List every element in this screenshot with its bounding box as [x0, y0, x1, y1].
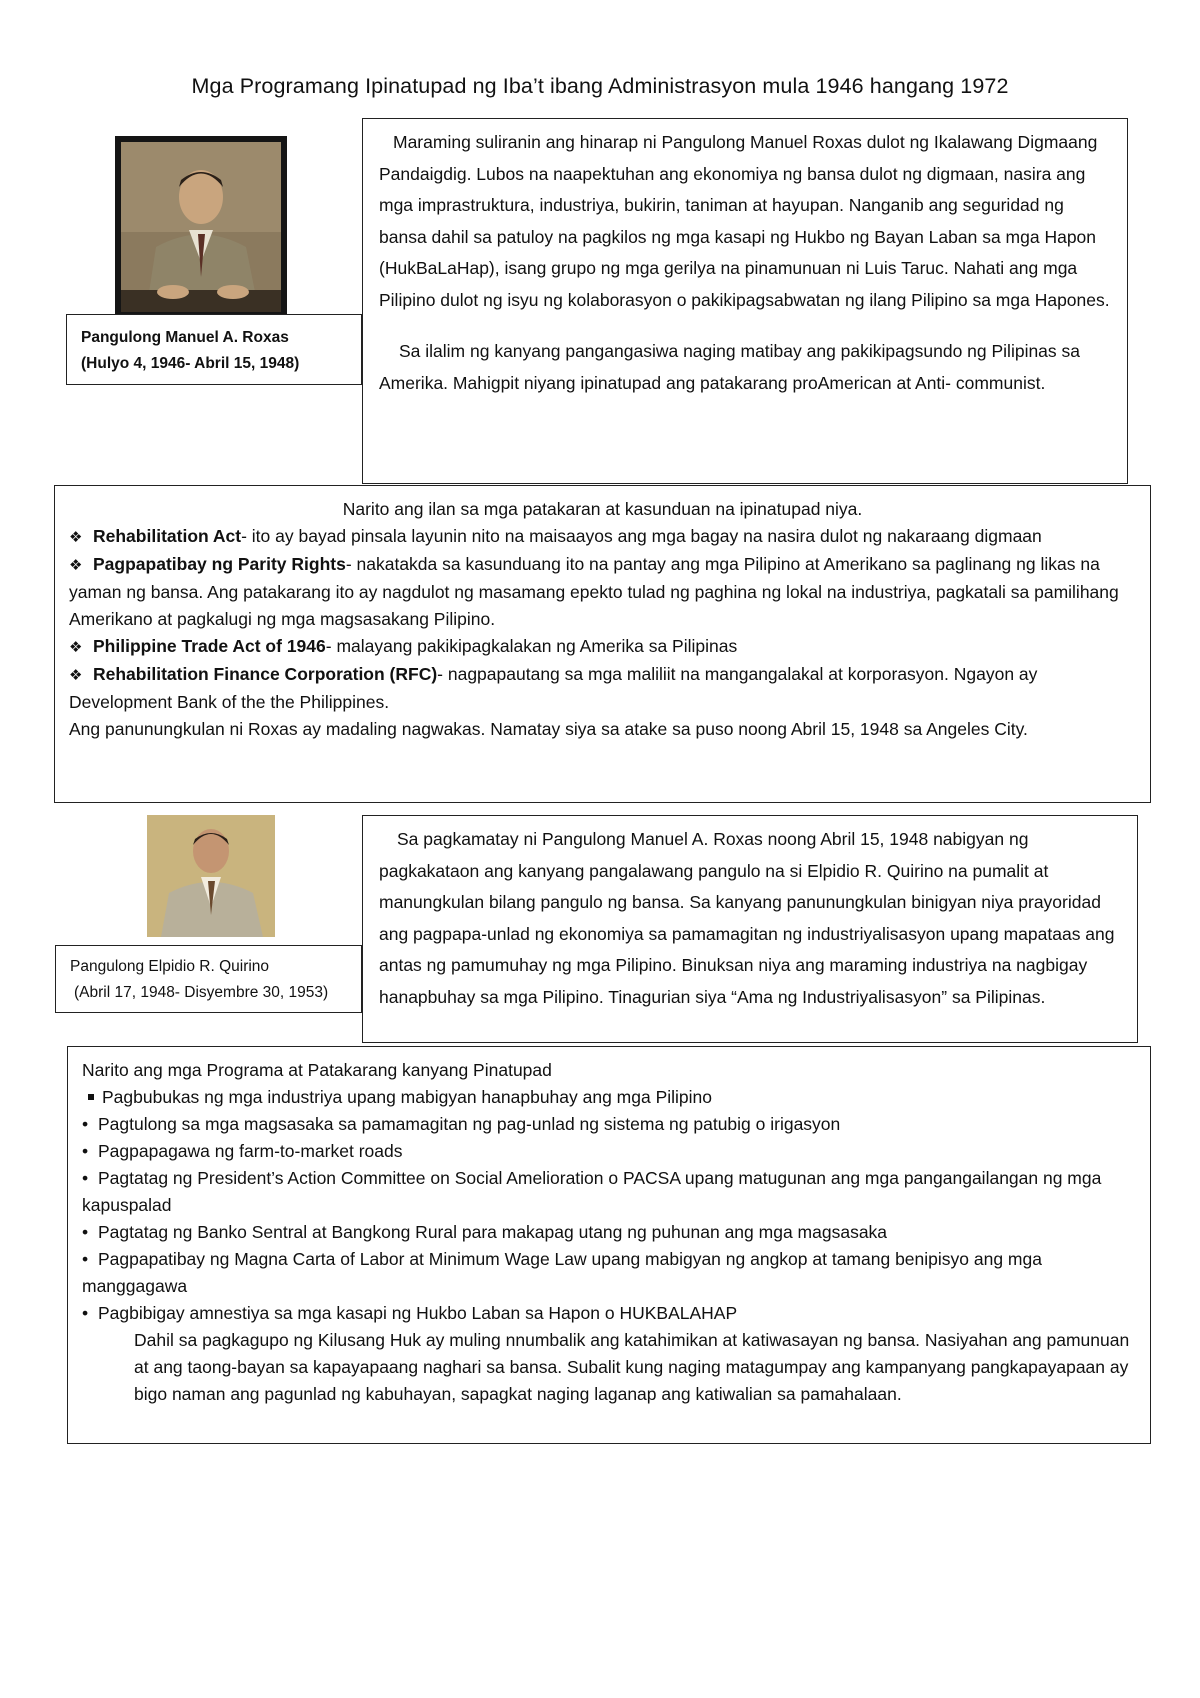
quirino-program-text: Pagpapagawa ng farm-to-market roads [98, 1141, 403, 1161]
quirino-program-text: Pagbibigay amnestiya sa mga kasapi ng Hukbo Laban sa Hapon o HUKBALAHAP [98, 1303, 738, 1323]
roxas-paragraph-1: Maraming suliranin ang hinarap ni Pangulong Manuel Roxas dulot ng Ikalawang Digmaang Pandaigdig. Lubos na naapektuhan ang ekonomiya ng bansa dulot ng digmaan, nasira ang mga imprastruktura, industriya, bukirin, taniman at hayupan. Nanganib ang seguridad ng bansa dahil sa patuloy na pagkilos ng mga kasapi ng Hukbo ng Bayan Laban sa mga Hapon (HukBaLaHap), isang grupo ng mga gerilya na pinamunuan ni Luis Taruc. Nahati ang mga Pilipino dulot ng isyu ng kolaborasyon o pakikipagsabwatan ng ilang Pilipino sa mga Hapones. [379, 132, 1110, 310]
roxas-policy-title: Rehabilitation Act [93, 526, 242, 546]
roxas-description-box [362, 118, 1128, 484]
diamond-bullet-icon: ❖ [69, 529, 83, 546]
roxas-caption-term: (Hulyo 4, 1946- Abril 15, 1948) [81, 355, 300, 372]
diamond-bullet-icon: ❖ [69, 667, 83, 684]
quirino-program-item [82, 1246, 1136, 1300]
quirino-description-box [362, 815, 1138, 1043]
quirino-caption [55, 945, 362, 1013]
roxas-photo-icon [121, 142, 281, 312]
roxas-policy-item [69, 523, 1136, 551]
square-bullet-icon [88, 1094, 94, 1100]
dot-bullet-icon: • [82, 1222, 89, 1242]
quirino-programs-box [67, 1046, 1151, 1444]
roxas-policy-item [69, 551, 1136, 633]
quirino-programs-list [82, 1084, 1136, 1327]
roxas-policies-closing: Ang panunungkulan ni Roxas ay madaling nagwakas. Namatay siya sa atake sa puso noong Abril 15, 1948 sa Angeles City. [69, 719, 1028, 739]
quirino-programs-heading: Narito ang mga Programa at Patakarang kanyang Pinatupad [82, 1060, 552, 1080]
quirino-program-item [82, 1111, 1136, 1138]
roxas-policy-text: - nagpapautang sa mga maliliit na mangangalakal at korporasyon. Ngayon ay Development Bank of the the Philippines. [69, 664, 1038, 712]
quirino-program-text: Pagbubukas ng mga industriya upang mabigyan hanapbuhay ang mga Pilipino [102, 1087, 713, 1107]
roxas-policy-text: - ito ay bayad pinsala layunin nito na maisaayos ang mga bagay na nasira dulot ng nakaraang digmaan [241, 526, 1042, 546]
dot-bullet-icon: • [82, 1168, 89, 1188]
quirino-paragraph-1: Sa pagkamatay ni Pangulong Manuel A. Roxas noong Abril 15, 1948 nabigyan ng pagkakataon ang kanyang pangalawang pangulo na si Elpidio R. Quirino na pumalit at manungkulan bilang pangulo ng bansa. Sa kanyang panunungkulan binigyan niya prayoridad ang pagpapa-unlad ng ekonomiya sa pamamagitan ng industriyalisasyon upang mapataas ang antas ng pamumuhay ng mga Pilipino. Binuksan niya ang maraming industriya na nagbigay hanapbuhay sa mga Pilipino. Tinagurian siya “Ama ng Industriyalisasyon” sa Pilipinas. [379, 829, 1115, 1007]
diamond-bullet-icon: ❖ [69, 557, 83, 574]
roxas-policies-box [54, 485, 1151, 803]
quirino-program-item [82, 1300, 1136, 1327]
quirino-program-text: Pagtatag ng President’s Action Committee on Social Amelioration o PACSA upang matugunan ang mga pangangailangan ng mga kapuspalad [82, 1168, 1102, 1215]
quirino-photo-icon [147, 815, 275, 937]
roxas-policy-title: Rehabilitation Finance Corporation (RFC) [93, 664, 438, 684]
dot-bullet-icon: • [82, 1303, 89, 1323]
roxas-policy-title: Philippine Trade Act of 1946 [93, 636, 326, 656]
quirino-program-item [82, 1219, 1136, 1246]
roxas-caption-name: Pangulong Manuel A. Roxas [81, 329, 289, 346]
quirino-caption-term: (Abril 17, 1948- Disyembre 30, 1953) [74, 984, 329, 1001]
roxas-policies-heading: Narito ang ilan sa mga patakaran at kasunduan na ipinatupad niya. [342, 499, 863, 519]
quirino-program-text: Pagtulong sa mga magsasaka sa pamamagitan ng pag-unlad ng sistema ng patubig o irigasyon [98, 1114, 841, 1134]
quirino-portrait [147, 815, 275, 937]
roxas-policy-text: - malayang pakikipagkalakan ng Amerika sa Pilipinas [325, 636, 738, 656]
diamond-bullet-icon: ❖ [69, 639, 83, 656]
roxas-paragraph-2: Sa ilalim ng kanyang pangangasiwa naging matibay ang pakikipagsundo ng Pilipinas sa Amerika. Mahigpit niyang ipinatupad ang patakarang proAmerican at Anti- communist. [379, 341, 1081, 393]
quirino-program-text: Pagtatag ng Banko Sentral at Bangkong Rural para makapag utang ng puhunan ang mga magsasaka [98, 1222, 888, 1242]
quirino-program-text: Pagpapatibay ng Magna Carta of Labor at Minimum Wage Law upang mabigyan ng angkop at tamang benipisyo ang mga manggagawa [82, 1249, 1042, 1296]
quirino-program-item [82, 1084, 1136, 1111]
quirino-program-item [82, 1165, 1136, 1219]
dot-bullet-icon: • [82, 1249, 89, 1269]
roxas-policies-list [69, 523, 1136, 716]
roxas-policy-title: Pagpapatibay ng Parity Rights [93, 554, 346, 574]
roxas-portrait [115, 136, 287, 318]
roxas-policy-item [69, 661, 1136, 716]
quirino-program-item [82, 1138, 1136, 1165]
roxas-policy-text: - nakatakda sa kasunduang ito na pantay ang mga Pilipino at Amerikano sa paglinang ng likas na yaman ng bansa. Ang patakarang ito ay nagdulot ng masamang epekto tulad ng paghina ng lokal na industriya, pagkatali sa pamilihang Amerikano at pagkalugi ng mga magsasakang Pilipino. [69, 554, 1119, 629]
quirino-caption-name: Pangulong Elpidio R. Quirino [70, 958, 270, 975]
roxas-caption [66, 314, 362, 385]
roxas-policy-item [69, 633, 1136, 661]
quirino-programs-closing: Dahil sa pagkagupo ng Kilusang Huk ay muling nnumbalik ang katahimikan at katiwasayan ng bansa. Nasiyahan ang pamunuan at ang taong-bayan sa kapayapaang naghari sa bansa. Subalit kung naging matagumpay ang kampanyang pangkapayapaan ay bigo naman ang pagunlad ng kabuhayan, sapagkat naging laganap ang katiwalian sa pamahalaan. [134, 1330, 1130, 1404]
dot-bullet-icon: • [82, 1114, 89, 1134]
page-title: Mga Programang Ipinatupad ng Iba’t ibang Administrasyon mula 1946 hangang 1972 [191, 74, 1009, 98]
dot-bullet-icon: • [82, 1141, 89, 1161]
